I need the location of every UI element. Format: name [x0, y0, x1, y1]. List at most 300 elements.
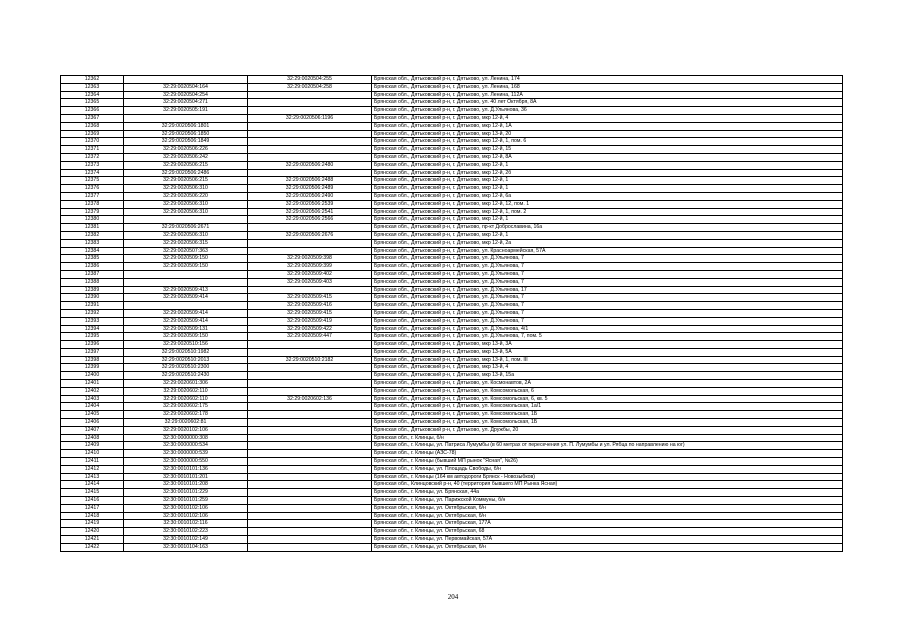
object-cadastral-number-cell: 32:29:0020509:415	[248, 309, 372, 317]
row-number-cell: 12415	[61, 489, 124, 497]
address-cell: Брянская обл., Дятьковский р-н, г. Дятьково, мкр 13-й, 5А	[372, 348, 843, 356]
row-number-cell: 12380	[61, 216, 124, 224]
table-row	[61, 372, 843, 380]
address-cell: Брянская обл., г. Клинцы, ул. Первомайская, 57А	[372, 536, 843, 544]
table-row	[61, 192, 843, 200]
object-cadastral-number-cell	[248, 489, 372, 497]
address-cell: Брянская обл., Дятьковский р-н, г. Дятьково, ул. Д.Ульянова, 7, пом. 5	[372, 333, 843, 341]
address-cell: Брянская обл., Дятьковский р-н, г. Дятьково, мкр 13-й, 3А	[372, 341, 843, 349]
parcel-cadastral-number-cell: 32:30:0010102:106	[124, 504, 248, 512]
row-number-cell: 12368	[61, 122, 124, 130]
table-row	[61, 504, 843, 512]
table-row	[61, 294, 843, 302]
object-cadastral-number-cell	[248, 481, 372, 489]
parcel-cadastral-number-cell: 32:29:0020506:242	[124, 153, 248, 161]
object-cadastral-number-cell: 32:29:0020509:447	[248, 333, 372, 341]
parcel-cadastral-number-cell	[124, 76, 248, 84]
row-number-cell: 12365	[61, 99, 124, 107]
address-cell: Брянская обл., Дятьковский р-н, г. Дятьково, ул. Д.Ульянова, 4/1	[372, 325, 843, 333]
row-number-cell: 12394	[61, 325, 124, 333]
object-cadastral-number-cell	[248, 465, 372, 473]
table-row	[61, 177, 843, 185]
address-cell: Брянская обл., г. Клинцы, ул. Октябрьская, б/н	[372, 543, 843, 551]
parcel-cadastral-number-cell: 32:29:0020509:150	[124, 333, 248, 341]
table-row	[61, 91, 843, 99]
row-number-cell: 12393	[61, 317, 124, 325]
row-number-cell: 12382	[61, 231, 124, 239]
parcel-cadastral-number-cell: 32:30:0010101:136	[124, 465, 248, 473]
object-cadastral-number-cell	[248, 411, 372, 419]
table-row	[61, 497, 843, 505]
row-number-cell: 12379	[61, 208, 124, 216]
object-cadastral-number-cell: 32:29:0020506:2676	[248, 231, 372, 239]
address-cell: Брянская обл., Дятьковский р-н, г. Дятьково, ул. Ленина, 174	[372, 76, 843, 84]
row-number-cell: 12406	[61, 419, 124, 427]
parcel-cadastral-number-cell: 32:30:0010101:201	[124, 473, 248, 481]
table-row	[61, 231, 843, 239]
parcel-cadastral-number-cell: 32:29:0020102:106	[124, 426, 248, 434]
address-cell: Брянская обл., Дятьковский р-н, г. Дятьково, мкр 12-й, 1, пом. 2	[372, 208, 843, 216]
address-cell: Брянская обл., Дятьковский р-н, г. Дятьково, ул. Красноармейская, 57А	[372, 247, 843, 255]
row-number-cell: 12403	[61, 395, 124, 403]
address-cell: Брянская обл., Дятьковский р-н, г. Дятьково, мкр 12-й, 1, пом. 6	[372, 138, 843, 146]
object-cadastral-number-cell: 32:29:0020510:2182	[248, 356, 372, 364]
parcel-cadastral-number-cell: 32:29:0020506:310	[124, 185, 248, 193]
object-cadastral-number-cell	[248, 130, 372, 138]
object-cadastral-number-cell	[248, 364, 372, 372]
address-cell: Брянская обл., Дятьковский р-н, г. Дятьково, мкр 12-й, 2б	[372, 169, 843, 177]
table-row	[61, 465, 843, 473]
table-row	[61, 481, 843, 489]
row-number-cell: 12378	[61, 200, 124, 208]
address-cell: Брянская обл., Дятьковский р-н, г. Дятьково, мкр 13-й, 20	[372, 130, 843, 138]
row-number-cell: 12376	[61, 185, 124, 193]
row-number-cell: 12422	[61, 543, 124, 551]
object-cadastral-number-cell: 32:29:0020509:402	[248, 270, 372, 278]
object-cadastral-number-cell	[248, 247, 372, 255]
row-number-cell: 12421	[61, 536, 124, 544]
row-number-cell: 12369	[61, 130, 124, 138]
parcel-cadastral-number-cell: 32:29:0020602:175	[124, 403, 248, 411]
row-number-cell: 12408	[61, 434, 124, 442]
address-cell: Брянская обл., Дятьковский р-н, г. Дятьково, ул. Комсомольская, 1Б	[372, 411, 843, 419]
object-cadastral-number-cell	[248, 348, 372, 356]
row-number-cell: 12372	[61, 153, 124, 161]
parcel-cadastral-number-cell: 32:29:0020509:414	[124, 317, 248, 325]
address-cell: Брянская обл., Дятьковский р-н, г. Дятьково, мкр 12-й, 1	[372, 177, 843, 185]
table-row	[61, 263, 843, 271]
parcel-cadastral-number-cell: 32:29:0020510:2300	[124, 364, 248, 372]
table-row	[61, 161, 843, 169]
object-cadastral-number-cell: 32:29:0020509:419	[248, 317, 372, 325]
address-cell: Брянская обл., Дятьковский р-н, г. Дятьково, мкр 13-й, 4	[372, 364, 843, 372]
row-number-cell: 12395	[61, 333, 124, 341]
object-cadastral-number-cell	[248, 122, 372, 130]
address-cell: Брянская обл., Дятьковский р-н, г. Дятьково, ул. Д.Ульянова, 7	[372, 294, 843, 302]
address-cell: Брянская обл., Дятьковский р-н, г. Дятьково, ул. Д.Ульянова, 7	[372, 263, 843, 271]
row-number-cell: 12367	[61, 114, 124, 122]
address-cell: Брянская обл., Дятьковский р-н, г. Дятьково, мкр 13-й, 15а	[372, 372, 843, 380]
object-cadastral-number-cell	[248, 169, 372, 177]
object-cadastral-number-cell	[248, 341, 372, 349]
parcel-cadastral-number-cell: 32:30:0000000:308	[124, 434, 248, 442]
row-number-cell: 12375	[61, 177, 124, 185]
parcel-cadastral-number-cell: 32:30:0010101:229	[124, 489, 248, 497]
parcel-cadastral-number-cell: 32:29:0020602:178	[124, 411, 248, 419]
row-number-cell: 12364	[61, 91, 124, 99]
row-number-cell: 12391	[61, 302, 124, 310]
address-cell: Брянская обл., Дятьковский р-н, г. Дятьково, ул. Дружбы, 20	[372, 426, 843, 434]
table-row	[61, 341, 843, 349]
table-row	[61, 317, 843, 325]
address-cell: Брянская обл., Дятьковский р-н, г. Дятьково, ул. Д.Ульянова, 7	[372, 255, 843, 263]
object-cadastral-number-cell: 32:29:0020509:399	[248, 263, 372, 271]
parcel-cadastral-number-cell: 32:30:0010102:116	[124, 520, 248, 528]
parcel-cadastral-number-cell: 32:29:0020509:413	[124, 286, 248, 294]
object-cadastral-number-cell	[248, 536, 372, 544]
row-number-cell: 12362	[61, 76, 124, 84]
table-row	[61, 130, 843, 138]
parcel-cadastral-number-cell: 32:30:0000000:539	[124, 450, 248, 458]
address-cell: Брянская обл., Дятьковский р-н, г. Дятьково, ул. Комсомольская, 1Б	[372, 419, 843, 427]
object-cadastral-number-cell	[248, 512, 372, 520]
object-cadastral-number-cell: 32:29:0020506:1196	[248, 114, 372, 122]
table-row	[61, 270, 843, 278]
object-cadastral-number-cell: 32:29:0020504:258	[248, 83, 372, 91]
row-number-cell: 12363	[61, 83, 124, 91]
object-cadastral-number-cell	[248, 543, 372, 551]
table-row	[61, 99, 843, 107]
address-cell: Брянская обл., г. Клинцы (164 км автодороги Брянск - Новозыбков)	[372, 473, 843, 481]
table-row	[61, 114, 843, 122]
object-cadastral-number-cell	[248, 372, 372, 380]
object-cadastral-number-cell: 32:29:0020506:2566	[248, 216, 372, 224]
parcel-cadastral-number-cell: 32:29:0020506:1801	[124, 122, 248, 130]
table-row	[61, 309, 843, 317]
row-number-cell: 12400	[61, 372, 124, 380]
row-number-cell: 12381	[61, 224, 124, 232]
parcel-cadastral-number-cell: 32:29:0020507:363	[124, 247, 248, 255]
object-cadastral-number-cell	[248, 504, 372, 512]
row-number-cell: 12418	[61, 512, 124, 520]
object-cadastral-number-cell	[248, 458, 372, 466]
row-number-cell: 12407	[61, 426, 124, 434]
parcel-cadastral-number-cell: 32:29:0020506:215	[124, 177, 248, 185]
table-row	[61, 169, 843, 177]
row-number-cell: 12388	[61, 278, 124, 286]
address-cell: Брянская обл., Дятьковский р-н, г. Дятьково, мкр 12-й, 6а	[372, 192, 843, 200]
object-cadastral-number-cell: 32:29:0020504:255	[248, 76, 372, 84]
parcel-cadastral-number-cell: 32:29:0020510:2013	[124, 356, 248, 364]
parcel-cadastral-number-cell: 32:29:0020509:150	[124, 255, 248, 263]
object-cadastral-number-cell: 32:29:0020509:416	[248, 302, 372, 310]
table-row	[61, 247, 843, 255]
row-number-cell: 12396	[61, 341, 124, 349]
row-number-cell: 12417	[61, 504, 124, 512]
address-cell: Брянская обл., г. Клинцы, ул. Площадь Свободы, б/н	[372, 465, 843, 473]
table-row	[61, 200, 843, 208]
row-number-cell: 12373	[61, 161, 124, 169]
row-number-cell: 12384	[61, 247, 124, 255]
object-cadastral-number-cell	[248, 473, 372, 481]
address-cell: Брянская обл., г. Клинцы, ул. Патриса Лумумбы (в 60 метрах от пересечения ул. П. Лумумбы и ул. Рябца по направлению на юг)	[372, 442, 843, 450]
table-row	[61, 278, 843, 286]
row-number-cell: 12398	[61, 356, 124, 364]
table-body	[61, 76, 843, 552]
address-cell: Брянская обл., Дятьковский р-н, г. Дятьково, мкр 12-й, 1	[372, 161, 843, 169]
object-cadastral-number-cell	[248, 442, 372, 450]
address-cell: Брянская обл., Дятьковский р-н, г. Дятьково, ул. 40 лет Октября, 8А	[372, 99, 843, 107]
object-cadastral-number-cell: 32:29:0020506:2489	[248, 185, 372, 193]
address-cell: Брянская обл., Дятьковский р-н, г. Дятьково, ул. Д.Ульянова, 17	[372, 286, 843, 294]
object-cadastral-number-cell	[248, 403, 372, 411]
table-row	[61, 512, 843, 520]
table-row	[61, 528, 843, 536]
row-number-cell: 12419	[61, 520, 124, 528]
object-cadastral-number-cell	[248, 520, 372, 528]
row-number-cell: 12402	[61, 387, 124, 395]
parcel-cadastral-number-cell: 32:29:0020510:156	[124, 341, 248, 349]
parcel-cadastral-number-cell: 32:29:0020506:2671	[124, 224, 248, 232]
parcel-cadastral-number-cell: 32:29:0020506:1849	[124, 138, 248, 146]
row-number-cell: 12410	[61, 450, 124, 458]
parcel-cadastral-number-cell: 32:30:0010101:208	[124, 481, 248, 489]
table-row	[61, 442, 843, 450]
object-cadastral-number-cell	[248, 107, 372, 115]
object-cadastral-number-cell	[248, 286, 372, 294]
object-cadastral-number-cell: 32:29:0020506:2490	[248, 192, 372, 200]
table-row	[61, 395, 843, 403]
row-number-cell: 12401	[61, 380, 124, 388]
table-row	[61, 138, 843, 146]
parcel-cadastral-number-cell: 32:30:0000000:534	[124, 442, 248, 450]
table-row	[61, 107, 843, 115]
row-number-cell: 12412	[61, 465, 124, 473]
table-row	[61, 239, 843, 247]
table-row	[61, 473, 843, 481]
address-cell: Брянская обл., Клинцовский р-н, 40 (территория бывшего МП Рынка Ясная)	[372, 481, 843, 489]
table-row	[61, 403, 843, 411]
object-cadastral-number-cell	[248, 419, 372, 427]
table-row	[61, 543, 843, 551]
address-cell: Брянская обл., г. Клинцы, ул. Брянская, 44а	[372, 489, 843, 497]
parcel-cadastral-number-cell: 32:29:0020504:254	[124, 91, 248, 99]
address-cell: Брянская обл., Дятьковский р-н, г. Дятьково, ул. Космонавтов, 2А	[372, 380, 843, 388]
address-cell: Брянская обл., г. Клинцы, ул. Октябрьская, б/н	[372, 504, 843, 512]
address-cell: Брянская обл., Дятьковский р-н, г. Дятьково, ул. Комсомольская, 6	[372, 387, 843, 395]
table-row	[61, 419, 843, 427]
object-cadastral-number-cell: 32:29:0020509:422	[248, 325, 372, 333]
parcel-cadastral-number-cell: 32:29:0020506:310	[124, 200, 248, 208]
address-cell: Брянская обл., Дятьковский р-н, г. Дятьково, ул. Ленина, 112А	[372, 91, 843, 99]
table-row	[61, 333, 843, 341]
object-cadastral-number-cell: 32:29:0020506:2488	[248, 177, 372, 185]
parcel-cadastral-number-cell: 32:30:0010104:163	[124, 543, 248, 551]
row-number-cell: 12387	[61, 270, 124, 278]
table-row	[61, 348, 843, 356]
object-cadastral-number-cell	[248, 426, 372, 434]
row-number-cell: 12411	[61, 458, 124, 466]
parcel-cadastral-number-cell	[124, 302, 248, 310]
object-cadastral-number-cell: 32:29:0020509:403	[248, 278, 372, 286]
row-number-cell: 12420	[61, 528, 124, 536]
parcel-cadastral-number-cell: 32:29:0020510:2430	[124, 372, 248, 380]
table-row	[61, 411, 843, 419]
parcel-cadastral-number-cell: 32:30:0010101:259	[124, 497, 248, 505]
object-cadastral-number-cell	[248, 224, 372, 232]
row-number-cell: 12409	[61, 442, 124, 450]
table-row	[61, 450, 843, 458]
table-row	[61, 520, 843, 528]
address-cell: Брянская обл., Дятьковский р-н, г. Дятьково, ул. Д.Ульянова, 7	[372, 317, 843, 325]
address-cell: Брянская обл., Дятьковский р-н, г. Дятьково, мкр 12-й, 4	[372, 114, 843, 122]
row-number-cell: 12366	[61, 107, 124, 115]
table-row	[61, 76, 843, 84]
table-row	[61, 83, 843, 91]
table-row	[61, 185, 843, 193]
object-cadastral-number-cell	[248, 450, 372, 458]
parcel-cadastral-number-cell	[124, 270, 248, 278]
table-row	[61, 434, 843, 442]
property-table	[60, 75, 843, 552]
parcel-cadastral-number-cell: 32:29:0020506:215	[124, 161, 248, 169]
table-row	[61, 255, 843, 263]
parcel-cadastral-number-cell: 32:29:0020509:414	[124, 309, 248, 317]
parcel-cadastral-number-cell: 32:29:0020506:310	[124, 231, 248, 239]
parcel-cadastral-number-cell: 32:29:0020601:306	[124, 380, 248, 388]
row-number-cell: 12385	[61, 255, 124, 263]
address-cell: Брянская обл., Дятьковский р-н, г. Дятьково, мкр 12-й, 1	[372, 185, 843, 193]
row-number-cell: 12392	[61, 309, 124, 317]
row-number-cell: 12405	[61, 411, 124, 419]
address-cell: Брянская обл., Дятьковский р-н, г. Дятьково, ул. Д.Ульянова, 7	[372, 302, 843, 310]
address-cell: Брянская обл., Дятьковский р-н, г. Дятьково, мкр 12-й, 15	[372, 146, 843, 154]
parcel-cadastral-number-cell	[124, 114, 248, 122]
address-cell: Брянская обл., Дятьковский р-н, г. Дятьково, мкр 12-й, 8А	[372, 153, 843, 161]
address-cell: Брянская обл., г. Клинцы, ул. Октябрьская, 177А	[372, 520, 843, 528]
address-cell: Брянская обл., Дятьковский р-н, г. Дятьково, ул. Д.Ульянова, 7	[372, 270, 843, 278]
parcel-cadastral-number-cell: 32:29:0020506:220	[124, 192, 248, 200]
row-number-cell: 12397	[61, 348, 124, 356]
address-cell: Брянская обл., Дятьковский р-н, г. Дятьково, ул. Комсомольская, 6, кв. 5	[372, 395, 843, 403]
table-row	[61, 387, 843, 395]
table-row	[61, 286, 843, 294]
parcel-cadastral-number-cell: 32:29:0020510:1982	[124, 348, 248, 356]
object-cadastral-number-cell	[248, 99, 372, 107]
object-cadastral-number-cell	[248, 91, 372, 99]
parcel-cadastral-number-cell: 32:29:0020602:110	[124, 395, 248, 403]
parcel-cadastral-number-cell: 32:29:0020602:81	[124, 419, 248, 427]
address-cell: Брянская обл., Дятьковский р-н, г. Дятьково, мкр 12-й, 12, пом. 1	[372, 200, 843, 208]
address-cell: Брянская обл., Дятьковский р-н, г. Дятьково, ул. Д.Ульянова, 36	[372, 107, 843, 115]
row-number-cell: 12389	[61, 286, 124, 294]
row-number-cell: 12371	[61, 146, 124, 154]
parcel-cadastral-number-cell: 32:29:0020509:414	[124, 294, 248, 302]
table-row	[61, 146, 843, 154]
page-number: 204	[447, 593, 459, 601]
parcel-cadastral-number-cell: 32:30:0010102:223	[124, 528, 248, 536]
row-number-cell: 12416	[61, 497, 124, 505]
address-cell: Брянская обл., Дятьковский р-н, г. Дятьково, ул. Комсомольская, 1а/1	[372, 403, 843, 411]
address-cell: Брянская обл., г. Клинцы, ул. Парижской Коммуны, б/н	[372, 497, 843, 505]
object-cadastral-number-cell: 32:29:0020509:415	[248, 294, 372, 302]
parcel-cadastral-number-cell: 32:29:0020509:150	[124, 263, 248, 271]
table-row	[61, 208, 843, 216]
address-cell: Брянская обл., Дятьковский р-н, г. Дятьково, мкр 12-й, 2а	[372, 239, 843, 247]
parcel-cadastral-number-cell: 32:29:0020506:226	[124, 146, 248, 154]
address-cell: Брянская обл., Дятьковский р-н, г. Дятьково, мкр 13-й, 1, пом. III	[372, 356, 843, 364]
parcel-cadastral-number-cell: 32:30:0010102:106	[124, 512, 248, 520]
table-row	[61, 356, 843, 364]
address-cell: Брянская обл., Дятьковский р-н, г. Дятьково, ул. Ленина, 168	[372, 83, 843, 91]
address-cell: Брянская обл., Дятьковский р-н, г. Дятьково, пр-кт Доброславина, 16а	[372, 224, 843, 232]
parcel-cadastral-number-cell	[124, 278, 248, 286]
object-cadastral-number-cell	[248, 497, 372, 505]
table-row	[61, 458, 843, 466]
parcel-cadastral-number-cell: 32:29:0020506:1850	[124, 130, 248, 138]
parcel-cadastral-number-cell: 32:29:0020509:131	[124, 325, 248, 333]
parcel-cadastral-number-cell: 32:29:0020602:110	[124, 387, 248, 395]
parcel-cadastral-number-cell: 32:29:0020506:315	[124, 239, 248, 247]
table-row	[61, 325, 843, 333]
row-number-cell: 12390	[61, 294, 124, 302]
table-row	[61, 122, 843, 130]
object-cadastral-number-cell	[248, 138, 372, 146]
object-cadastral-number-cell	[248, 380, 372, 388]
object-cadastral-number-cell	[248, 146, 372, 154]
table-row	[61, 426, 843, 434]
address-cell: Брянская обл., г. Клинцы, ул. Октябрьская, б/н	[372, 512, 843, 520]
object-cadastral-number-cell	[248, 434, 372, 442]
table-row	[61, 224, 843, 232]
parcel-cadastral-number-cell: 32:29:0020504:164	[124, 83, 248, 91]
row-number-cell: 12404	[61, 403, 124, 411]
address-cell: Брянская обл., Дятьковский р-н, г. Дятьково, мкр 12-й, 1А	[372, 122, 843, 130]
table-row	[61, 489, 843, 497]
object-cadastral-number-cell: 32:29:0020509:398	[248, 255, 372, 263]
address-cell: Брянская обл., г. Клинцы, ул. Октябрьская, 68	[372, 528, 843, 536]
object-cadastral-number-cell	[248, 387, 372, 395]
table-row	[61, 302, 843, 310]
parcel-cadastral-number-cell: 32:29:0020506:310	[124, 208, 248, 216]
row-number-cell: 12374	[61, 169, 124, 177]
table-row	[61, 364, 843, 372]
row-number-cell: 12399	[61, 364, 124, 372]
object-cadastral-number-cell	[248, 528, 372, 536]
table-row	[61, 536, 843, 544]
row-number-cell: 12414	[61, 481, 124, 489]
table-row	[61, 380, 843, 388]
address-cell: Брянская обл., г. Клинцы (АЗС-78)	[372, 450, 843, 458]
object-cadastral-number-cell	[248, 239, 372, 247]
parcel-cadastral-number-cell: 32:29:0020506:2486	[124, 169, 248, 177]
object-cadastral-number-cell: 32:29:0020506:2480	[248, 161, 372, 169]
row-number-cell: 12383	[61, 239, 124, 247]
table-row	[61, 216, 843, 224]
row-number-cell: 12386	[61, 263, 124, 271]
address-cell: Брянская обл., Дятьковский р-н, г. Дятьково, мкр 12-й, 1	[372, 216, 843, 224]
address-cell: Брянская обл., Дятьковский р-н, г. Дятьково, мкр 12-й, 1	[372, 231, 843, 239]
parcel-cadastral-number-cell: 32:30:0010102:149	[124, 536, 248, 544]
address-cell: Брянская обл., г. Клинцы, б/н	[372, 434, 843, 442]
row-number-cell: 12377	[61, 192, 124, 200]
object-cadastral-number-cell: 32:29:0020602:136	[248, 395, 372, 403]
parcel-cadastral-number-cell	[124, 216, 248, 224]
address-cell: Брянская обл., Дятьковский р-н, г. Дятьково, ул. Д.Ульянова, 7	[372, 309, 843, 317]
object-cadastral-number-cell: 32:29:0020506:2539	[248, 200, 372, 208]
parcel-cadastral-number-cell: 32:29:0020505:191	[124, 107, 248, 115]
row-number-cell: 12413	[61, 473, 124, 481]
